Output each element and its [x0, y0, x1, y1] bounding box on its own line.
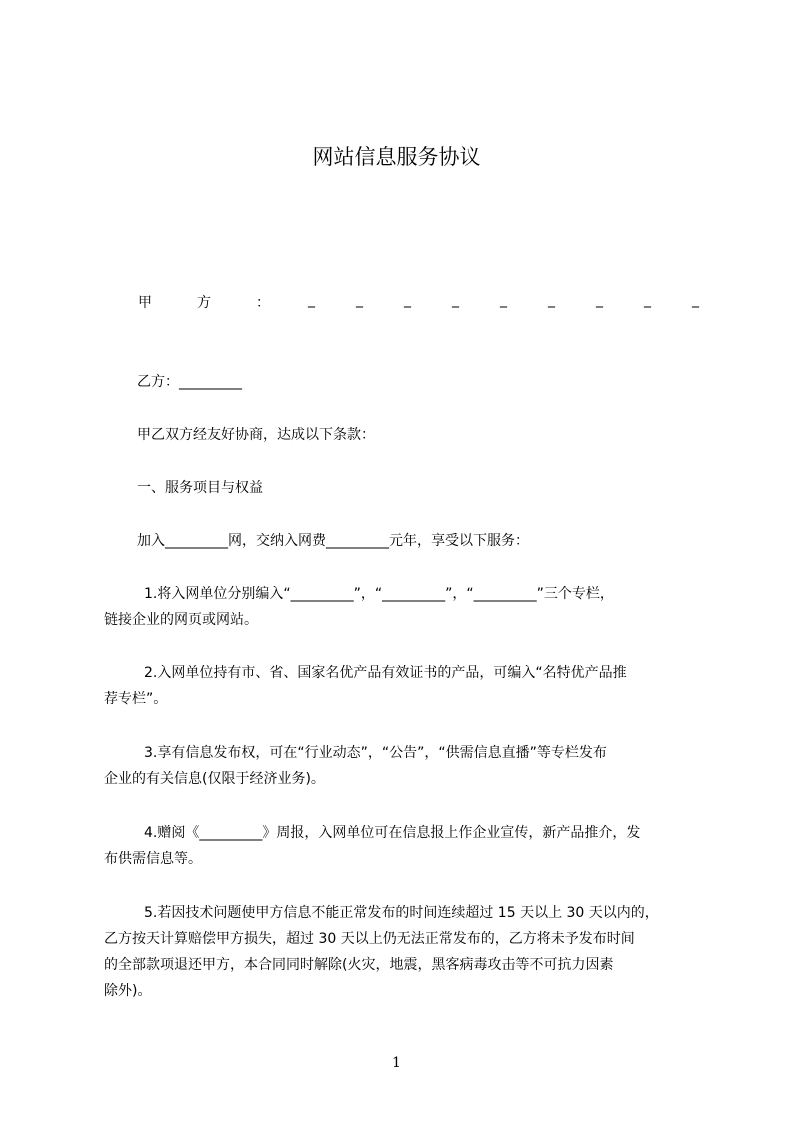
item-4-line-1: 4.赠阅《_________》周报，入网单位可在信息报上作企业宣传，新产品推介，发 — [144, 825, 641, 841]
item-5-line-3: 的全部款项退还甲方，本合同同时解除(火灾，地震，黑客病毒攻击等不可抗力因素 — [104, 957, 614, 973]
item-1-line-2: 链接企业的网页或网站。 — [104, 612, 258, 628]
item-1-line-1: 1.将入网单位分别编入“_________”，“_________”，“_________”三个专栏， — [144, 586, 614, 602]
item-3-line-1: 3.享有信息发布权，可在“行业动态”，“公告”，“供需信息直播”等专栏发布 — [144, 745, 607, 761]
party-a-blank: _ — [404, 292, 411, 308]
item-2-line-1: 2.入网单位持有市、省、国家名优产品有效证书的产品，可编入“名特优产品推 — [144, 665, 627, 681]
party-a-blank: _ — [500, 292, 507, 308]
party-a-blank: _ — [692, 292, 699, 308]
party-a-blank: _ — [308, 292, 315, 308]
party-a-blank: _ — [356, 292, 363, 308]
party-a-colon: ： — [256, 295, 270, 311]
intro-text: 甲乙双方经友好协商，达成以下条款： — [137, 427, 375, 443]
party-b-line: 乙方：_________ — [137, 374, 242, 390]
party-a-char2: 方 — [197, 295, 211, 311]
item-2-line-2: 荐专栏”。 — [104, 691, 168, 707]
item-4-line-2: 布供需信息等。 — [104, 851, 202, 867]
party-a-blank: _ — [548, 292, 555, 308]
join-line: 加入_________网，交纳入网费_________元年，享受以下服务： — [137, 533, 529, 549]
document-title: 网站信息服务协议 — [312, 145, 481, 169]
party-a-blank: _ — [644, 292, 651, 308]
item-5-line-1: 5.若因技术问题使甲方信息不能正常发布的时间连续超过 15 天以上 30 天以内的， — [144, 905, 659, 921]
item-5-line-4: 除外)。 — [104, 983, 152, 999]
party-a-blank: _ — [452, 292, 459, 308]
item-3-line-2: 企业的有关信息(仅限于经济业务)。 — [104, 771, 325, 787]
party-a-blank: _ — [596, 292, 603, 308]
party-a-char1: 甲 — [138, 295, 152, 311]
page-number: 1 — [392, 1055, 401, 1071]
item-5-line-2: 乙方按天计算赔偿甲方损失，超过 30 天以上仍无法正常发布的，乙方将未予发布时间 — [104, 931, 635, 947]
party-a-line — [138, 292, 708, 314]
section-heading: 一、服务项目与权益 — [137, 480, 263, 496]
